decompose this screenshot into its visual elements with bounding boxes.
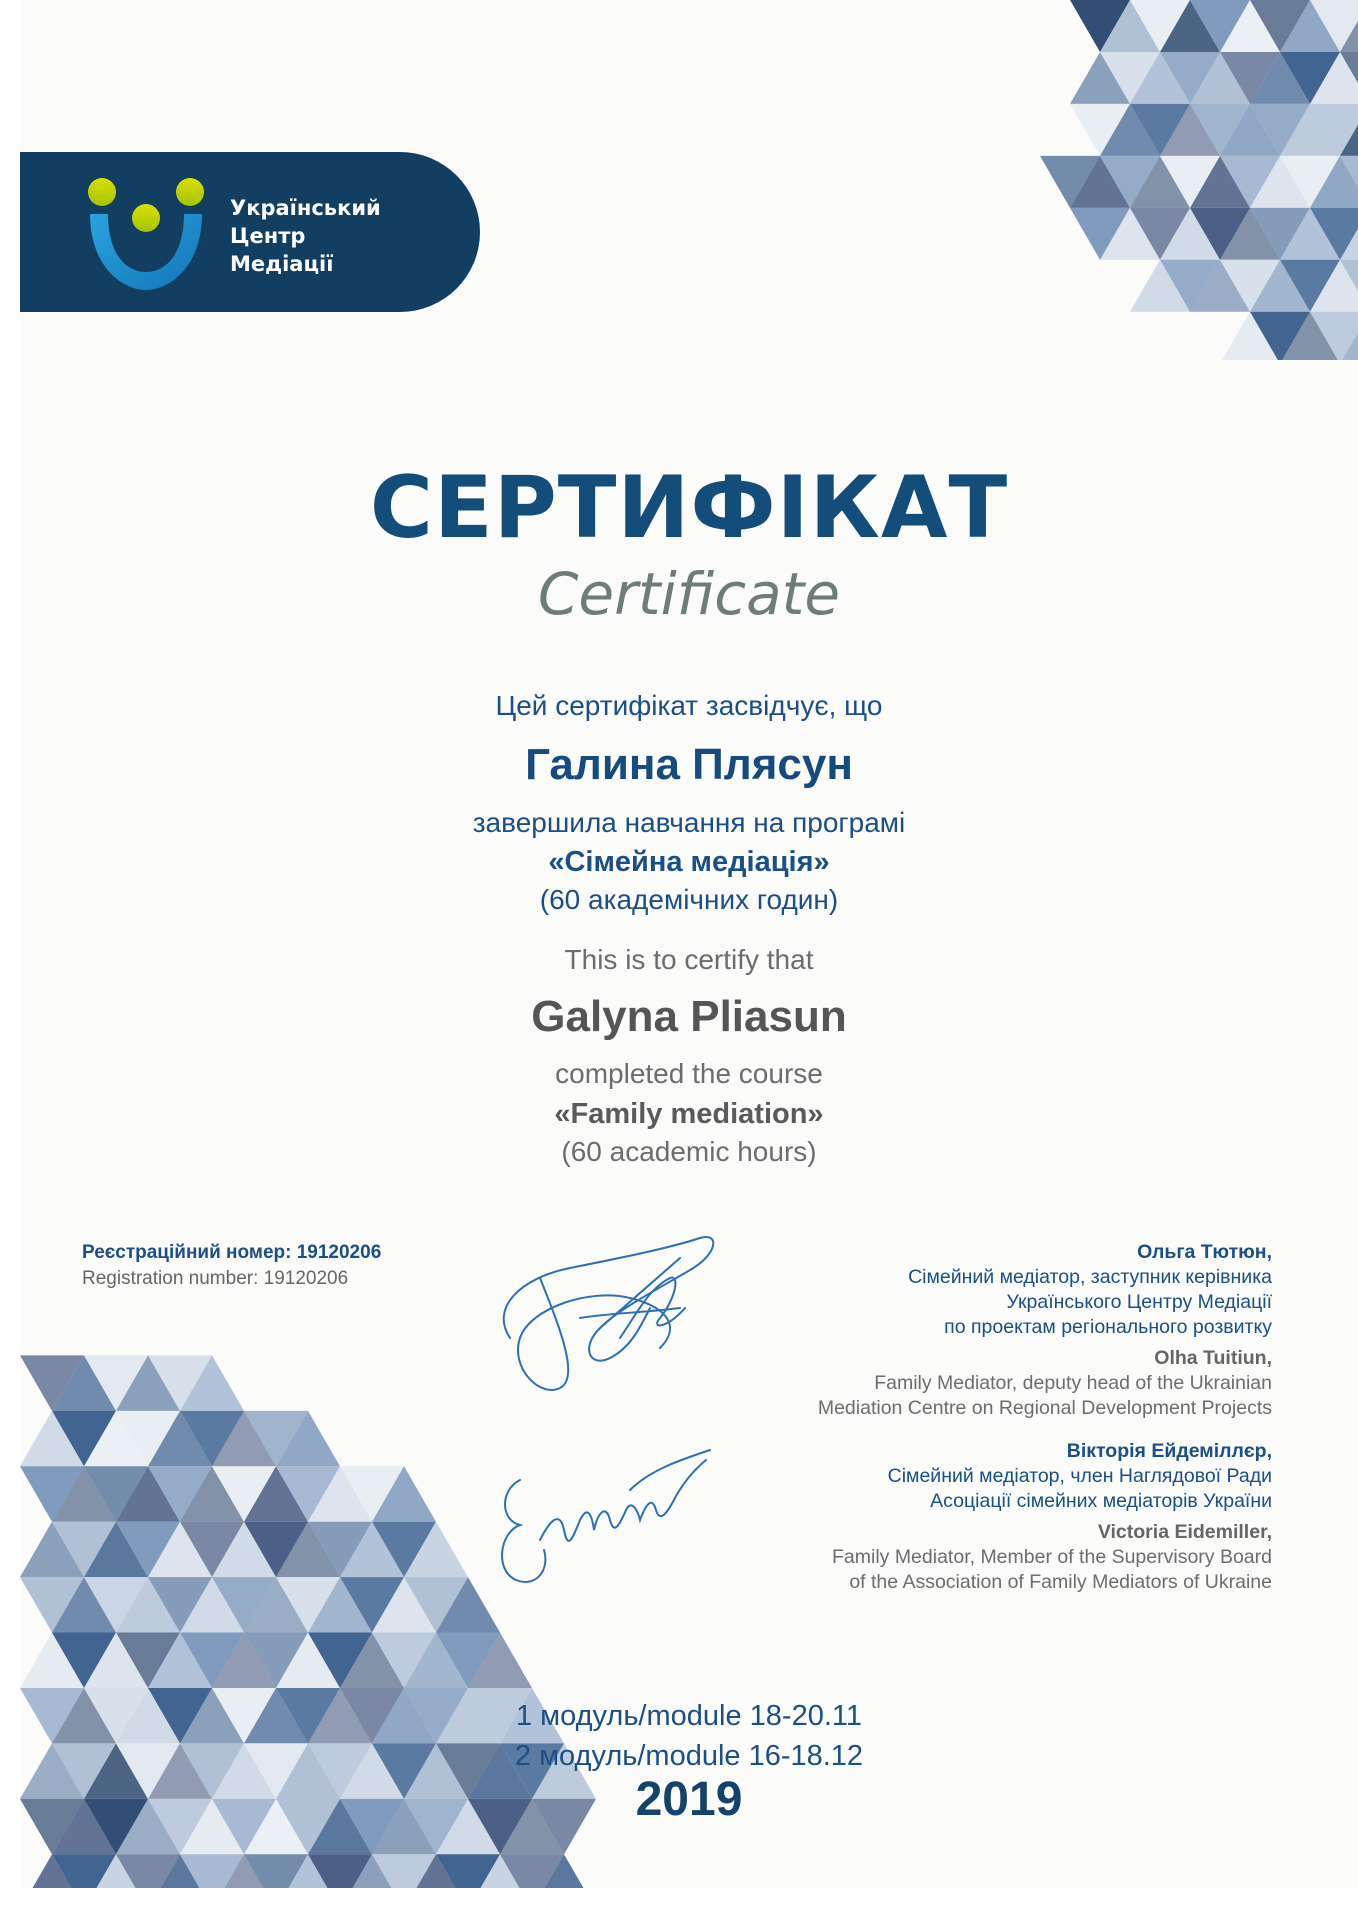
- certificate-sheet: [20, 0, 1358, 1888]
- signatory1-role-en-2: Mediation Centre on Regional Development Projects: [817, 1397, 1272, 1419]
- signatory2-role-ua-2: Асоціації сімейних медіаторів України: [930, 1490, 1272, 1512]
- signatory1-name-en: Olha Tuitiun,: [1154, 1347, 1272, 1369]
- modules-block: [20, 1696, 1358, 1826]
- mediation-centre-logo-icon: [86, 170, 206, 294]
- logo-band: [20, 152, 480, 312]
- recipient-name-ua: Галина Плясун: [525, 740, 853, 789]
- hours-en: (60 academic hours): [561, 1136, 817, 1167]
- signatory1-name-ua: Ольга Тютюн,: [1137, 1241, 1272, 1263]
- logo-wordmark: [230, 194, 381, 278]
- signatory2-name-en: Victoria Eidemiller,: [1097, 1521, 1272, 1543]
- module-1-dates: 1 модуль/module 18-20.11: [516, 1700, 862, 1732]
- signature-victoria-eidemiller: [480, 1420, 740, 1600]
- hours-ua: (60 академічних годин): [539, 884, 839, 915]
- certificate-title-ua: СЕРТИФІКАТ: [369, 458, 1009, 558]
- signatory1-role-en-1: Family Mediator, deputy head of the Ukrainian: [874, 1372, 1272, 1394]
- top-right-triangle-pattern: [980, 0, 1358, 360]
- certificate-title-en: Certificate: [537, 560, 841, 628]
- signatory1-role-ua-3: по проектам регіонального розвитку: [944, 1316, 1272, 1338]
- module-2-dates: 2 модуль/module 16-18.12: [514, 1740, 864, 1772]
- logo-line-1: Український: [230, 196, 381, 220]
- logo-line-2: Центр: [230, 224, 306, 248]
- program-ua: «Сімейна медіація»: [548, 846, 830, 878]
- registration-number-en: Registration number: 19120206: [82, 1268, 349, 1289]
- registration-number-ua: Реєстраційний номер: 19120206: [82, 1242, 382, 1263]
- signatories-block: [818, 1240, 1272, 1595]
- signature-olha-tuitiun: [480, 1218, 740, 1408]
- logo-line-3: Медіації: [230, 252, 334, 276]
- program-en: «Family mediation»: [554, 1098, 824, 1130]
- intro-en: This is to certify that: [564, 944, 814, 975]
- completed-en: completed the course: [555, 1058, 823, 1089]
- signatory2-role-en-2: of the Association of Family Mediators of Ukraine: [849, 1571, 1272, 1593]
- certificate-year: 2019: [635, 1773, 743, 1826]
- recipient-name-en: Galyna Pliasun: [531, 992, 847, 1041]
- signatory1-role-ua-2: Українського Центру Медіації: [1006, 1291, 1272, 1313]
- signatory2-role-ua-1: Сімейний медіатор, член Наглядової Ради: [887, 1465, 1272, 1487]
- signatory2-role-en-1: Family Mediator, Member of the Supervisory Board: [831, 1546, 1272, 1568]
- completed-ua: завершила навчання на програмі: [472, 807, 906, 838]
- intro-ua: Цей сертифікат засвідчує, що: [495, 690, 883, 721]
- registration-block: [82, 1242, 381, 1290]
- signatory1-role-ua-1: Сімейний медіатор, заступник керівника: [908, 1266, 1272, 1288]
- signatory2-name-ua: Вікторія Ейдеміллєр,: [1066, 1440, 1272, 1462]
